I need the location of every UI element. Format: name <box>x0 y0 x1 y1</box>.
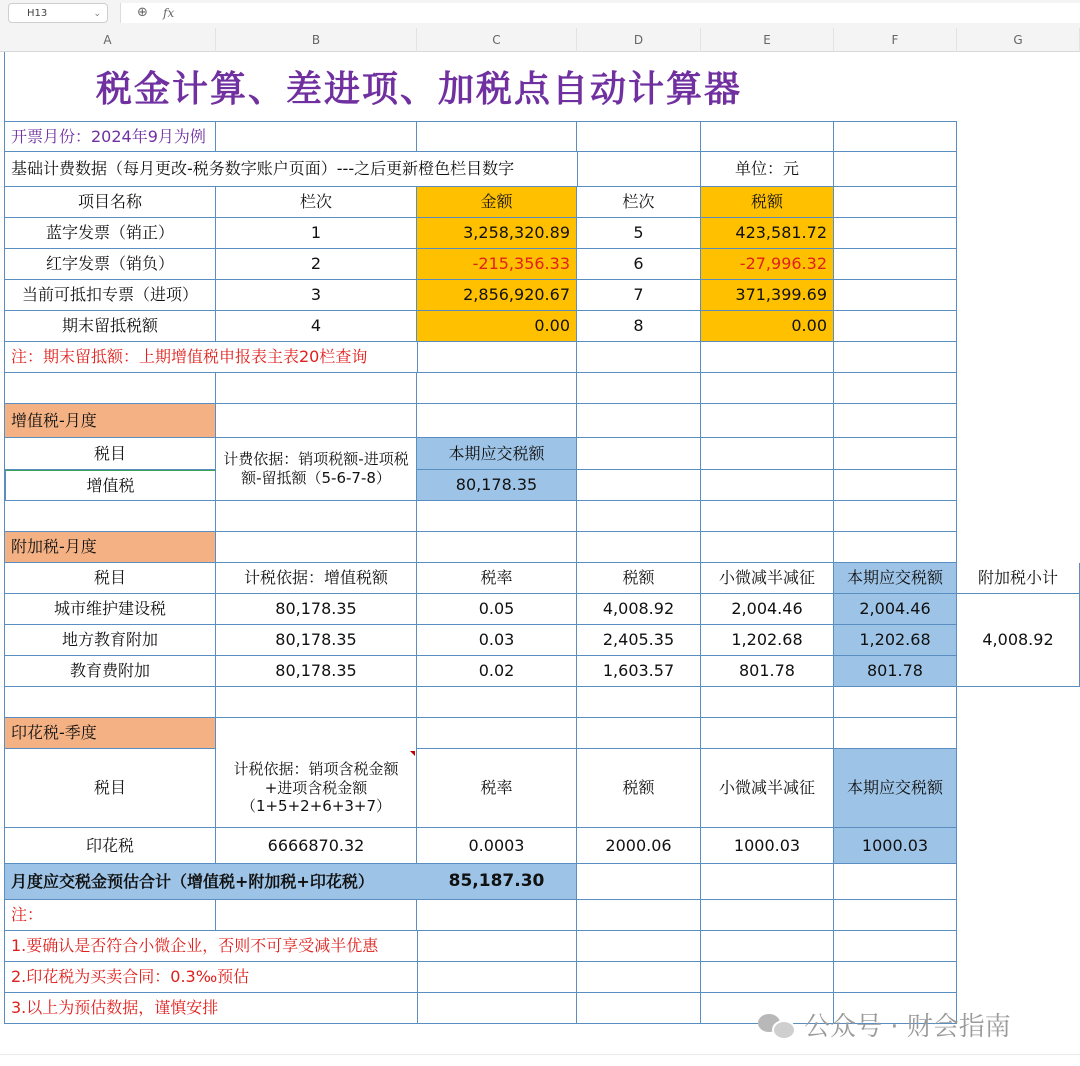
base-data-note[interactable]: 基础计费数据（每月更改-税务数字账户页面）---之后更新橙色栏目数字 <box>5 152 577 187</box>
cell-a21[interactable] <box>5 687 216 718</box>
surtax-header-rate[interactable]: 税率 <box>417 563 577 594</box>
cell-d10[interactable] <box>577 342 701 373</box>
name-box-value: H13 <box>27 8 48 19</box>
note-item[interactable]: 2.印花税为买卖合同：0.3‰预估 <box>5 962 417 993</box>
cell-e14[interactable] <box>701 470 834 501</box>
cell-f4[interactable] <box>834 152 957 187</box>
cell-b16[interactable] <box>216 532 417 563</box>
total-label[interactable]: 月度应交税金预估合计（增值税+附加税+印花税） <box>5 864 417 900</box>
table-row-amount[interactable]: -215,356.33 <box>417 249 577 280</box>
cell-f3[interactable] <box>834 121 957 152</box>
cell-f5[interactable] <box>834 187 957 218</box>
cell-d29[interactable] <box>577 993 701 1024</box>
vat-due-value[interactable]: 80,178.35 <box>417 470 577 501</box>
table-row-amount[interactable]: 2,856,920.67 <box>417 280 577 311</box>
vat-due-header[interactable]: 本期应交税额 <box>417 438 577 470</box>
function-icon[interactable]: fx <box>163 6 175 20</box>
stamp-due[interactable]: 1000.03 <box>834 828 957 864</box>
stamp-tax[interactable]: 2000.06 <box>577 828 701 864</box>
cell-d13[interactable] <box>577 438 701 470</box>
surtax-header-item[interactable]: 税目 <box>5 563 216 594</box>
table-row-tax[interactable]: 371,399.69 <box>701 280 834 311</box>
note-item[interactable]: 1.要确认是否符合小微企业，否则不可享受减半优惠 <box>5 931 417 962</box>
stamp-header-tax[interactable]: 税额 <box>577 749 701 828</box>
cell-e26[interactable] <box>701 900 834 931</box>
table-row-name[interactable]: 蓝字发票（销正） <box>5 218 216 249</box>
cell-e27[interactable] <box>701 931 834 962</box>
surtax-section-label[interactable]: 附加税-月度 <box>5 532 216 563</box>
table-row-name[interactable]: 教育费附加 <box>5 656 216 687</box>
cell-f15[interactable] <box>834 501 957 532</box>
column-header-e[interactable]: E <box>701 28 834 52</box>
cell-e12[interactable] <box>701 404 834 438</box>
cell-e16[interactable] <box>701 532 834 563</box>
cell-e13[interactable] <box>701 438 834 470</box>
table-row-rate[interactable]: 0.02 <box>417 656 577 687</box>
table-row-name[interactable]: 期末留抵税额 <box>5 311 216 342</box>
table-row-col2[interactable]: 6 <box>577 249 701 280</box>
cell-f28[interactable] <box>834 962 957 993</box>
stamp-header-relief[interactable]: 小微减半减征 <box>701 749 834 828</box>
cell-c12[interactable] <box>417 404 577 438</box>
cell-f21[interactable] <box>834 687 957 718</box>
column-header-a[interactable]: A <box>0 28 216 52</box>
name-box[interactable] <box>8 3 108 23</box>
cell-f11[interactable] <box>834 373 957 404</box>
table-row-col1[interactable]: 1 <box>216 218 417 249</box>
zoom-icon[interactable]: ⊕ <box>137 5 148 20</box>
column-header-g[interactable]: G <box>957 28 1080 52</box>
table-row-tax[interactable]: 423,581.72 <box>701 218 834 249</box>
table-row-rate[interactable]: 0.03 <box>417 625 577 656</box>
cell-f16[interactable] <box>834 532 957 563</box>
chevron-down-icon[interactable]: ⌄ <box>93 9 101 19</box>
cell-e11[interactable] <box>701 373 834 404</box>
surtax-subtotal[interactable]: 4,008.92 <box>957 594 1080 687</box>
cell-b22[interactable] <box>216 718 417 749</box>
table-row-name[interactable]: 红字发票（销负） <box>5 249 216 280</box>
base-note[interactable]: 注：期末留抵额：上期增值税申报表主表20栏查询 <box>5 342 417 373</box>
cell-d3[interactable] <box>577 121 701 152</box>
table-row-name[interactable]: 地方教育附加 <box>5 625 216 656</box>
table-row-col2[interactable]: 7 <box>577 280 701 311</box>
header-row-no-2[interactable]: 栏次 <box>577 187 701 218</box>
cell-e28[interactable] <box>701 962 834 993</box>
cell-f22[interactable] <box>834 718 957 749</box>
cell-f8[interactable] <box>834 280 957 311</box>
note-item[interactable]: 3.以上为预估数据，谨慎安排 <box>5 993 417 1024</box>
vat-basis[interactable]: 计费依据：销项税额-进项税额-留抵额（5-6-7-8） <box>216 438 417 501</box>
cell-d22[interactable] <box>577 718 701 749</box>
cell-f12[interactable] <box>834 404 957 438</box>
vat-section-label[interactable]: 增值税-月度 <box>5 404 216 438</box>
column-header-b[interactable]: B <box>216 28 417 52</box>
table-row-basis[interactable]: 80,178.35 <box>216 625 417 656</box>
table-row-col1[interactable]: 4 <box>216 311 417 342</box>
cell-e15[interactable] <box>701 501 834 532</box>
cell-e21[interactable] <box>701 687 834 718</box>
stamp-relief[interactable]: 1000.03 <box>701 828 834 864</box>
cell-f9[interactable] <box>834 311 957 342</box>
table-row-amount[interactable]: 0.00 <box>417 311 577 342</box>
table-row-relief[interactable]: 2,004.46 <box>701 594 834 625</box>
cell-b15[interactable] <box>216 501 417 532</box>
cell-d16[interactable] <box>577 532 701 563</box>
table-row-tax[interactable]: -27,996.32 <box>701 249 834 280</box>
stamp-header-item[interactable]: 税目 <box>5 749 216 828</box>
watermark-text: 公众号 · 财会指南 <box>804 1011 1011 1042</box>
cell-d25[interactable] <box>577 864 701 900</box>
stamp-header-rate[interactable]: 税率 <box>417 749 577 828</box>
header-amount[interactable]: 金额 <box>417 187 577 218</box>
cell-d27[interactable] <box>577 931 701 962</box>
vat-item[interactable]: 增值税 <box>5 470 216 501</box>
cell-c16[interactable] <box>417 532 577 563</box>
table-row-due[interactable]: 2,004.46 <box>834 594 957 625</box>
table-row-col1[interactable]: 2 <box>216 249 417 280</box>
cell-f10[interactable] <box>834 342 957 373</box>
table-row-tax[interactable]: 2,405.35 <box>577 625 701 656</box>
cell-c27[interactable] <box>417 931 577 962</box>
cell-c22[interactable] <box>417 718 577 749</box>
cell-e25[interactable] <box>701 864 834 900</box>
cell-a15[interactable] <box>5 501 216 532</box>
vat-item-header[interactable]: 税目 <box>5 438 216 470</box>
cell-f6[interactable] <box>834 218 957 249</box>
table-row-basis[interactable]: 80,178.35 <box>216 594 417 625</box>
header-tax[interactable]: 税额 <box>701 187 834 218</box>
invoice-month-cell[interactable]: 开票月份：2024年9月为例 <box>5 121 216 152</box>
table-row-amount[interactable]: 3,258,320.89 <box>417 218 577 249</box>
table-row-col2[interactable]: 8 <box>577 311 701 342</box>
cell-d21[interactable] <box>577 687 701 718</box>
cell-c3[interactable] <box>417 121 577 152</box>
table-row-col2[interactable]: 5 <box>577 218 701 249</box>
cell-b3[interactable] <box>216 121 417 152</box>
header-row-no-1[interactable]: 栏次 <box>216 187 417 218</box>
cell-c15[interactable] <box>417 501 577 532</box>
cell-c21[interactable] <box>417 687 577 718</box>
cell-f27[interactable] <box>834 931 957 962</box>
cell-f7[interactable] <box>834 249 957 280</box>
cell-d15[interactable] <box>577 501 701 532</box>
stamp-rate[interactable]: 0.0003 <box>417 828 577 864</box>
table-row-col1[interactable]: 3 <box>216 280 417 311</box>
total-value[interactable]: 85,187.30 <box>417 864 577 900</box>
cell-b11[interactable] <box>216 373 417 404</box>
cell-f25[interactable] <box>834 864 957 900</box>
cell-a11[interactable] <box>5 373 216 404</box>
cell-e22[interactable] <box>701 718 834 749</box>
stamp-header-basis[interactable]: 计税依据：销项含税金额+进项含税金额（1+5+2+6+3+7） <box>216 749 417 828</box>
table-row-due[interactable]: 1,202.68 <box>834 625 957 656</box>
cell-d26[interactable] <box>577 900 701 931</box>
formula-input[interactable] <box>120 3 1080 23</box>
cell-d4[interactable] <box>577 152 701 187</box>
cell-d28[interactable] <box>577 962 701 993</box>
table-row-tax[interactable]: 1,603.57 <box>577 656 701 687</box>
table-row-name[interactable]: 城市维护建设税 <box>5 594 216 625</box>
surtax-header-relief[interactable]: 小微减半减征 <box>701 563 834 594</box>
table-row-relief[interactable]: 801.78 <box>701 656 834 687</box>
surtax-header-tax[interactable]: 税额 <box>577 563 701 594</box>
cell-c28[interactable] <box>417 962 577 993</box>
column-header-d[interactable]: D <box>577 28 701 52</box>
cell-d11[interactable] <box>577 373 701 404</box>
cell-e3[interactable] <box>701 121 834 152</box>
table-row-name[interactable]: 当前可抵扣专票（进项） <box>5 280 216 311</box>
sheet-title[interactable]: 税金计算、差进项、加税点自动计算器 <box>95 67 742 110</box>
surtax-header-subtotal[interactable]: 附加税小计 <box>957 563 1080 594</box>
table-row-basis[interactable]: 80,178.35 <box>216 656 417 687</box>
cell-c29[interactable] <box>417 993 577 1024</box>
cell-b21[interactable] <box>216 687 417 718</box>
cell-c11[interactable] <box>417 373 577 404</box>
table-row-tax[interactable]: 0.00 <box>701 311 834 342</box>
surtax-header-basis[interactable]: 计税依据：增值税额 <box>216 563 417 594</box>
notes-title[interactable]: 注： <box>5 900 216 931</box>
watermark <box>758 1004 1058 1044</box>
cell-b26[interactable] <box>216 900 417 931</box>
gridline <box>0 1054 1080 1055</box>
header-item-name[interactable]: 项目名称 <box>5 187 216 218</box>
wechat-icon <box>758 1010 794 1038</box>
cell-e10[interactable] <box>701 342 834 373</box>
comment-marker-icon[interactable] <box>410 751 415 756</box>
cell-f13[interactable] <box>834 438 957 470</box>
column-header-f[interactable]: F <box>834 28 957 52</box>
formula-bar <box>0 0 1080 29</box>
table-row-due[interactable]: 801.78 <box>834 656 957 687</box>
column-header-c[interactable]: C <box>417 28 577 52</box>
unit-cell[interactable]: 单位：元 <box>701 152 834 187</box>
cell-d14[interactable] <box>577 470 701 501</box>
cell-b12[interactable] <box>216 404 417 438</box>
table-row-rate[interactable]: 0.05 <box>417 594 577 625</box>
table-row-tax[interactable]: 4,008.92 <box>577 594 701 625</box>
surtax-header-due[interactable]: 本期应交税额 <box>834 563 957 594</box>
cell-d12[interactable] <box>577 404 701 438</box>
cell-f26[interactable] <box>834 900 957 931</box>
stamp-header-due[interactable]: 本期应交税额 <box>834 749 957 828</box>
cell-c10[interactable] <box>417 342 577 373</box>
cell-c26[interactable] <box>417 900 577 931</box>
stamp-basis[interactable]: 6666870.32 <box>216 828 417 864</box>
stamp-item[interactable]: 印花税 <box>5 828 216 864</box>
stamp-section-label[interactable]: 印花税-季度 <box>5 718 216 749</box>
cell-f14[interactable] <box>834 470 957 501</box>
table-row-relief[interactable]: 1,202.68 <box>701 625 834 656</box>
